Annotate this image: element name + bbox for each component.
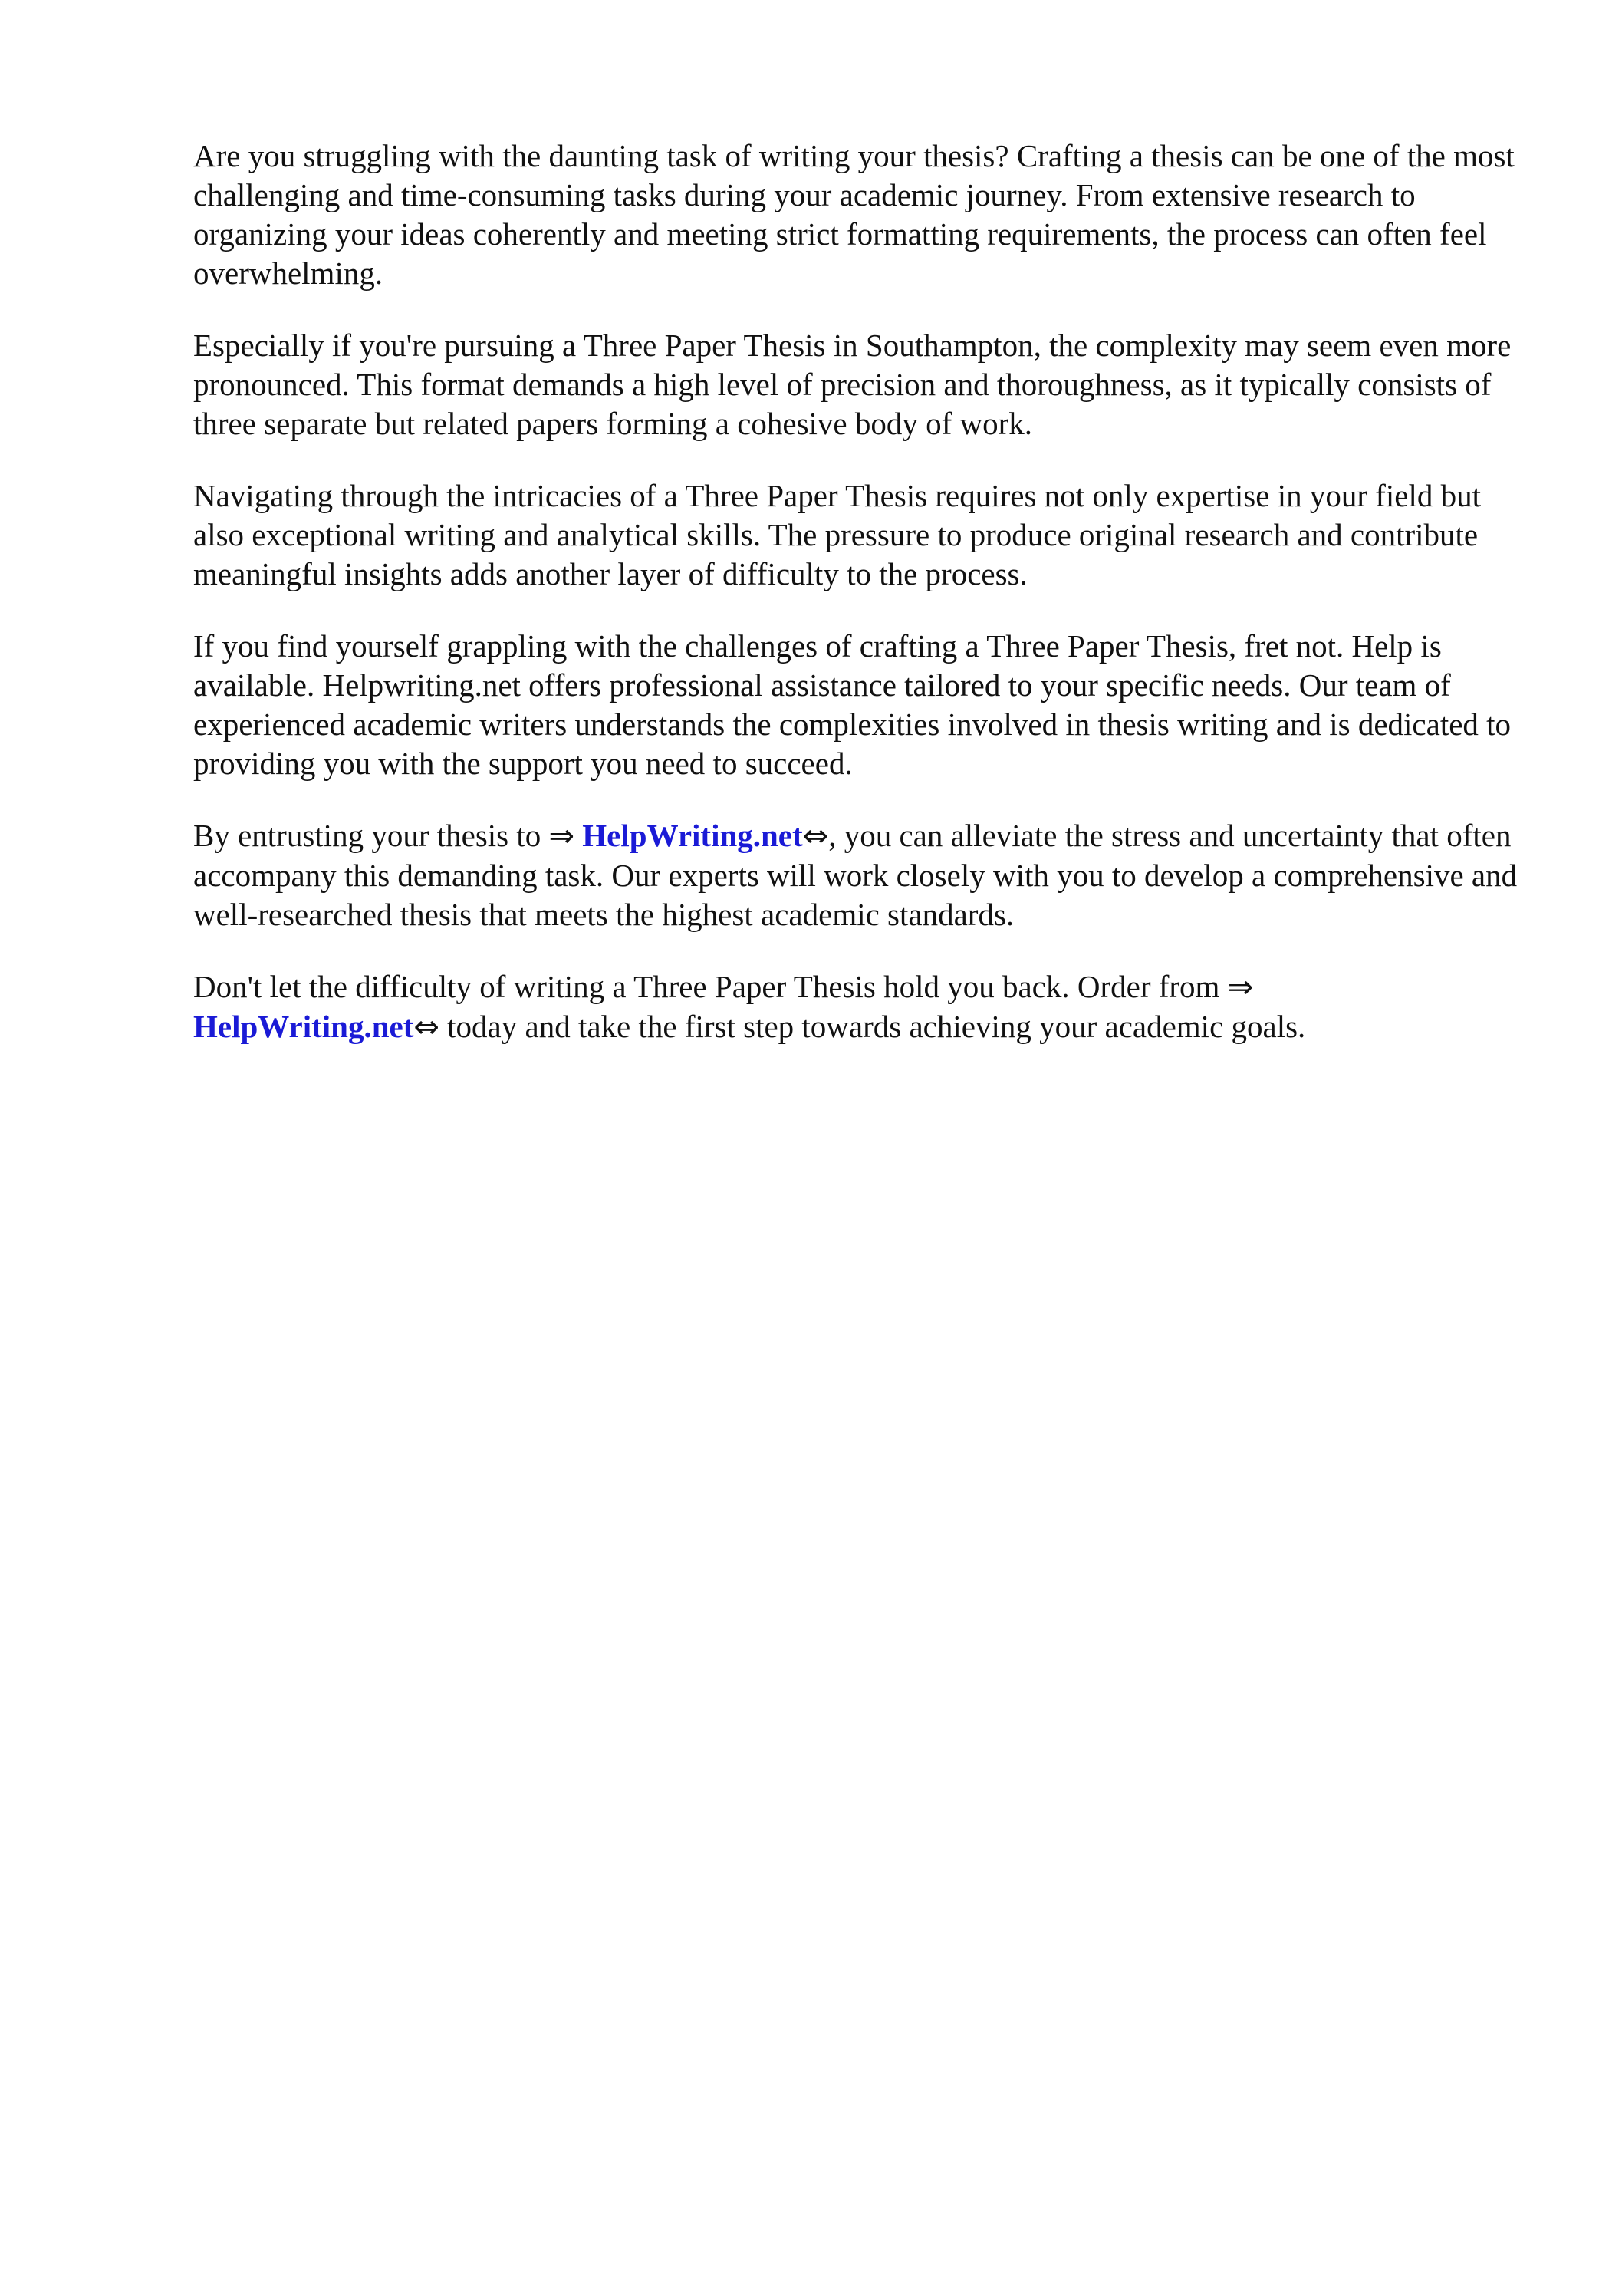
left-right-double-arrow-icon: ⇔ xyxy=(413,1010,439,1045)
right-double-arrow-icon: ⇒ xyxy=(548,819,575,854)
document-body xyxy=(193,137,1535,1080)
paragraph-intricacies: Navigating through the intricacies of a Three Paper Thesis requires not only expertise in your field but also exceptional writing and analytical skills. The pressure to produce original research and contribute meaningful insights adds another layer of difficulty to the process. xyxy=(193,478,1482,591)
paragraph-order-tail: today and take the first step towards achieving your academic goals. xyxy=(439,1009,1306,1044)
helpwriting-link[interactable]: HelpWriting.net xyxy=(193,1009,414,1044)
paragraph-order xyxy=(193,967,1535,1047)
paragraph-southampton: Especially if you're pursuing a Three Paper Thesis in Southampton, the complexity may seem even more pronounced. This format demands a high level of precision and thoroughness, as it typically consists of three separate but related papers forming a cohesive body of work. xyxy=(193,328,1512,441)
left-right-double-arrow-icon: ⇔ xyxy=(802,819,829,854)
paragraph-entrusting-lead: By entrusting your thesis to xyxy=(193,818,549,853)
paragraph-help-available: If you find yourself grappling with the challenges of crafting a Three Paper Thesis, fret not. Help is available. Helpwriting.net offers professional assistance tailored to your specific needs. Our team of experienced academic writers understands the complexities involved in thesis writing and is dedicated to providing you with the support you need to succeed. xyxy=(193,628,1512,781)
helpwriting-link[interactable]: HelpWriting.net xyxy=(582,818,803,853)
paragraph-entrusting xyxy=(193,816,1535,934)
right-double-arrow-icon: ⇒ xyxy=(1227,970,1254,1005)
paragraph-intro: Are you struggling with the daunting task of writing your thesis? Crafting a thesis can be one of the most challenging and time-consuming tasks during your academic journey. From extensive research to organizing your ideas coherently and meeting strict formatting requirements, the process can often feel overwhelming. xyxy=(193,138,1515,291)
paragraph-entrusting-tail: , you can alleviate the stress and uncertainty that often accompany this demanding task. Our experts will work closely with you to develop a comprehensive and well-researched thesis that meets the highest academic standards. xyxy=(193,818,1518,932)
paragraph-order-lead: Don't let the difficulty of writing a Three Paper Thesis hold you back. Order from xyxy=(193,969,1228,1004)
